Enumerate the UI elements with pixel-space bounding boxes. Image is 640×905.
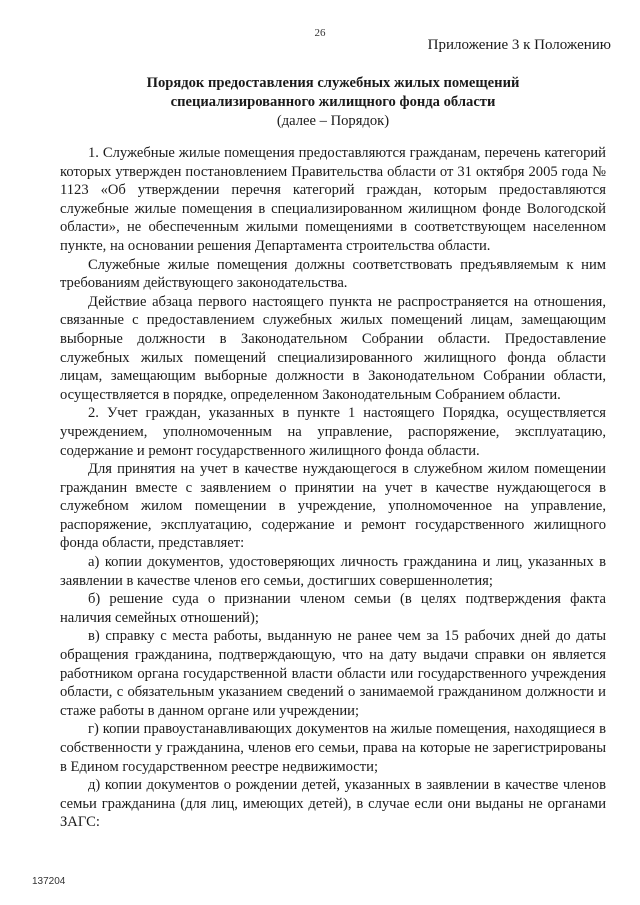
paragraph: Действие абзаца первого настоящего пункта не распространяется на отношения, связанные с предоставлением служебных жилых помещений лицам, замещающим выборные должности в Законодательном Собрании области. Предоставление служебных жилых помещений специализированного жилищного фонда области лицам, замещающим выборные должности в Законодательном Собрании области, осуществляется в порядке, определенном Законодательным Собранием области. xyxy=(60,293,606,403)
paragraph: 2. Учет граждан, указанных в пункте 1 настоящего Порядка, осуществляется учреждением, уполномоченным на управление, распоряжение, эксплуатацию, содержание и ремонт государственного жилищного фонда области. xyxy=(60,405,606,459)
list-item: в) справку с места работы, выданную не ранее чем за 15 рабочих дней до даты обращения гражданина, подтверждающую, что на дату выдачи справки он является работником органа государственной власти области или государственного учреждения области, с обязательным указанием сведений о занимаемой гражданином должности и стаже работы в данном органе или учреждении; xyxy=(60,628,606,719)
document-code: 137204 xyxy=(32,876,66,887)
list-item: б) решение суда о признании членом семьи (в целях подтверждения факта наличия семейных отношений); xyxy=(60,591,606,626)
paragraph: Для принятия на учет в качестве нуждающегося в служебном жилом помещении гражданин вместе с заявлением о принятии на учет в качестве нуждающегося в служебном жилом помещении в учреждение, уполномоченное на управление, распоряжение, эксплуатацию, содержание и ремонт государственного жилищного фонда области, представляет: xyxy=(60,461,606,552)
page-number: 26 xyxy=(314,27,326,39)
document-body xyxy=(60,144,606,832)
paragraph: 1. Служебные жилые помещения предоставляются гражданам, перечень категорий которых утвержден постановлением Правительства области от 31 октября 2005 года № 1123 «Об утверждении перечня категорий граждан, которым предоставляются служебные жилые помещения в специализированном жилищном фонде Вологодской области», не обеспеченным жилыми помещениями в соответствующем населенном пункте, на основании решения Департамента строительства области. xyxy=(60,145,606,254)
title-line-1: Порядок предоставления служебных жилых помещений xyxy=(146,75,520,91)
title-line-3: (далее – Порядок) xyxy=(276,113,390,129)
list-item: г) копии правоустанавливающих документов на жилые помещения, находящиеся в собственности у гражданина, членов его семьи, права на которые не зарегистрированы в Едином государственном реестре недвижимости; xyxy=(60,721,606,775)
document-title xyxy=(60,74,606,131)
title-line-2: специализированного жилищного фонда области xyxy=(170,94,496,110)
paragraph: Служебные жилые помещения должны соответствовать предъявляемым к ним требованиям действующего законодательства. xyxy=(60,256,606,292)
appendix-reference: Приложение 3 к Положению xyxy=(427,37,611,53)
list-item: а) копии документов, удостоверяющих личность гражданина и лиц, указанных в заявлении в качестве членов его семьи, достигших совершеннолетия; xyxy=(60,554,606,589)
list-item: д) копии документов о рождении детей, указанных в заявлении в качестве членов семьи гражданина (для лиц, имеющих детей), в случае если они выданы не органами ЗАГС: xyxy=(60,777,606,831)
